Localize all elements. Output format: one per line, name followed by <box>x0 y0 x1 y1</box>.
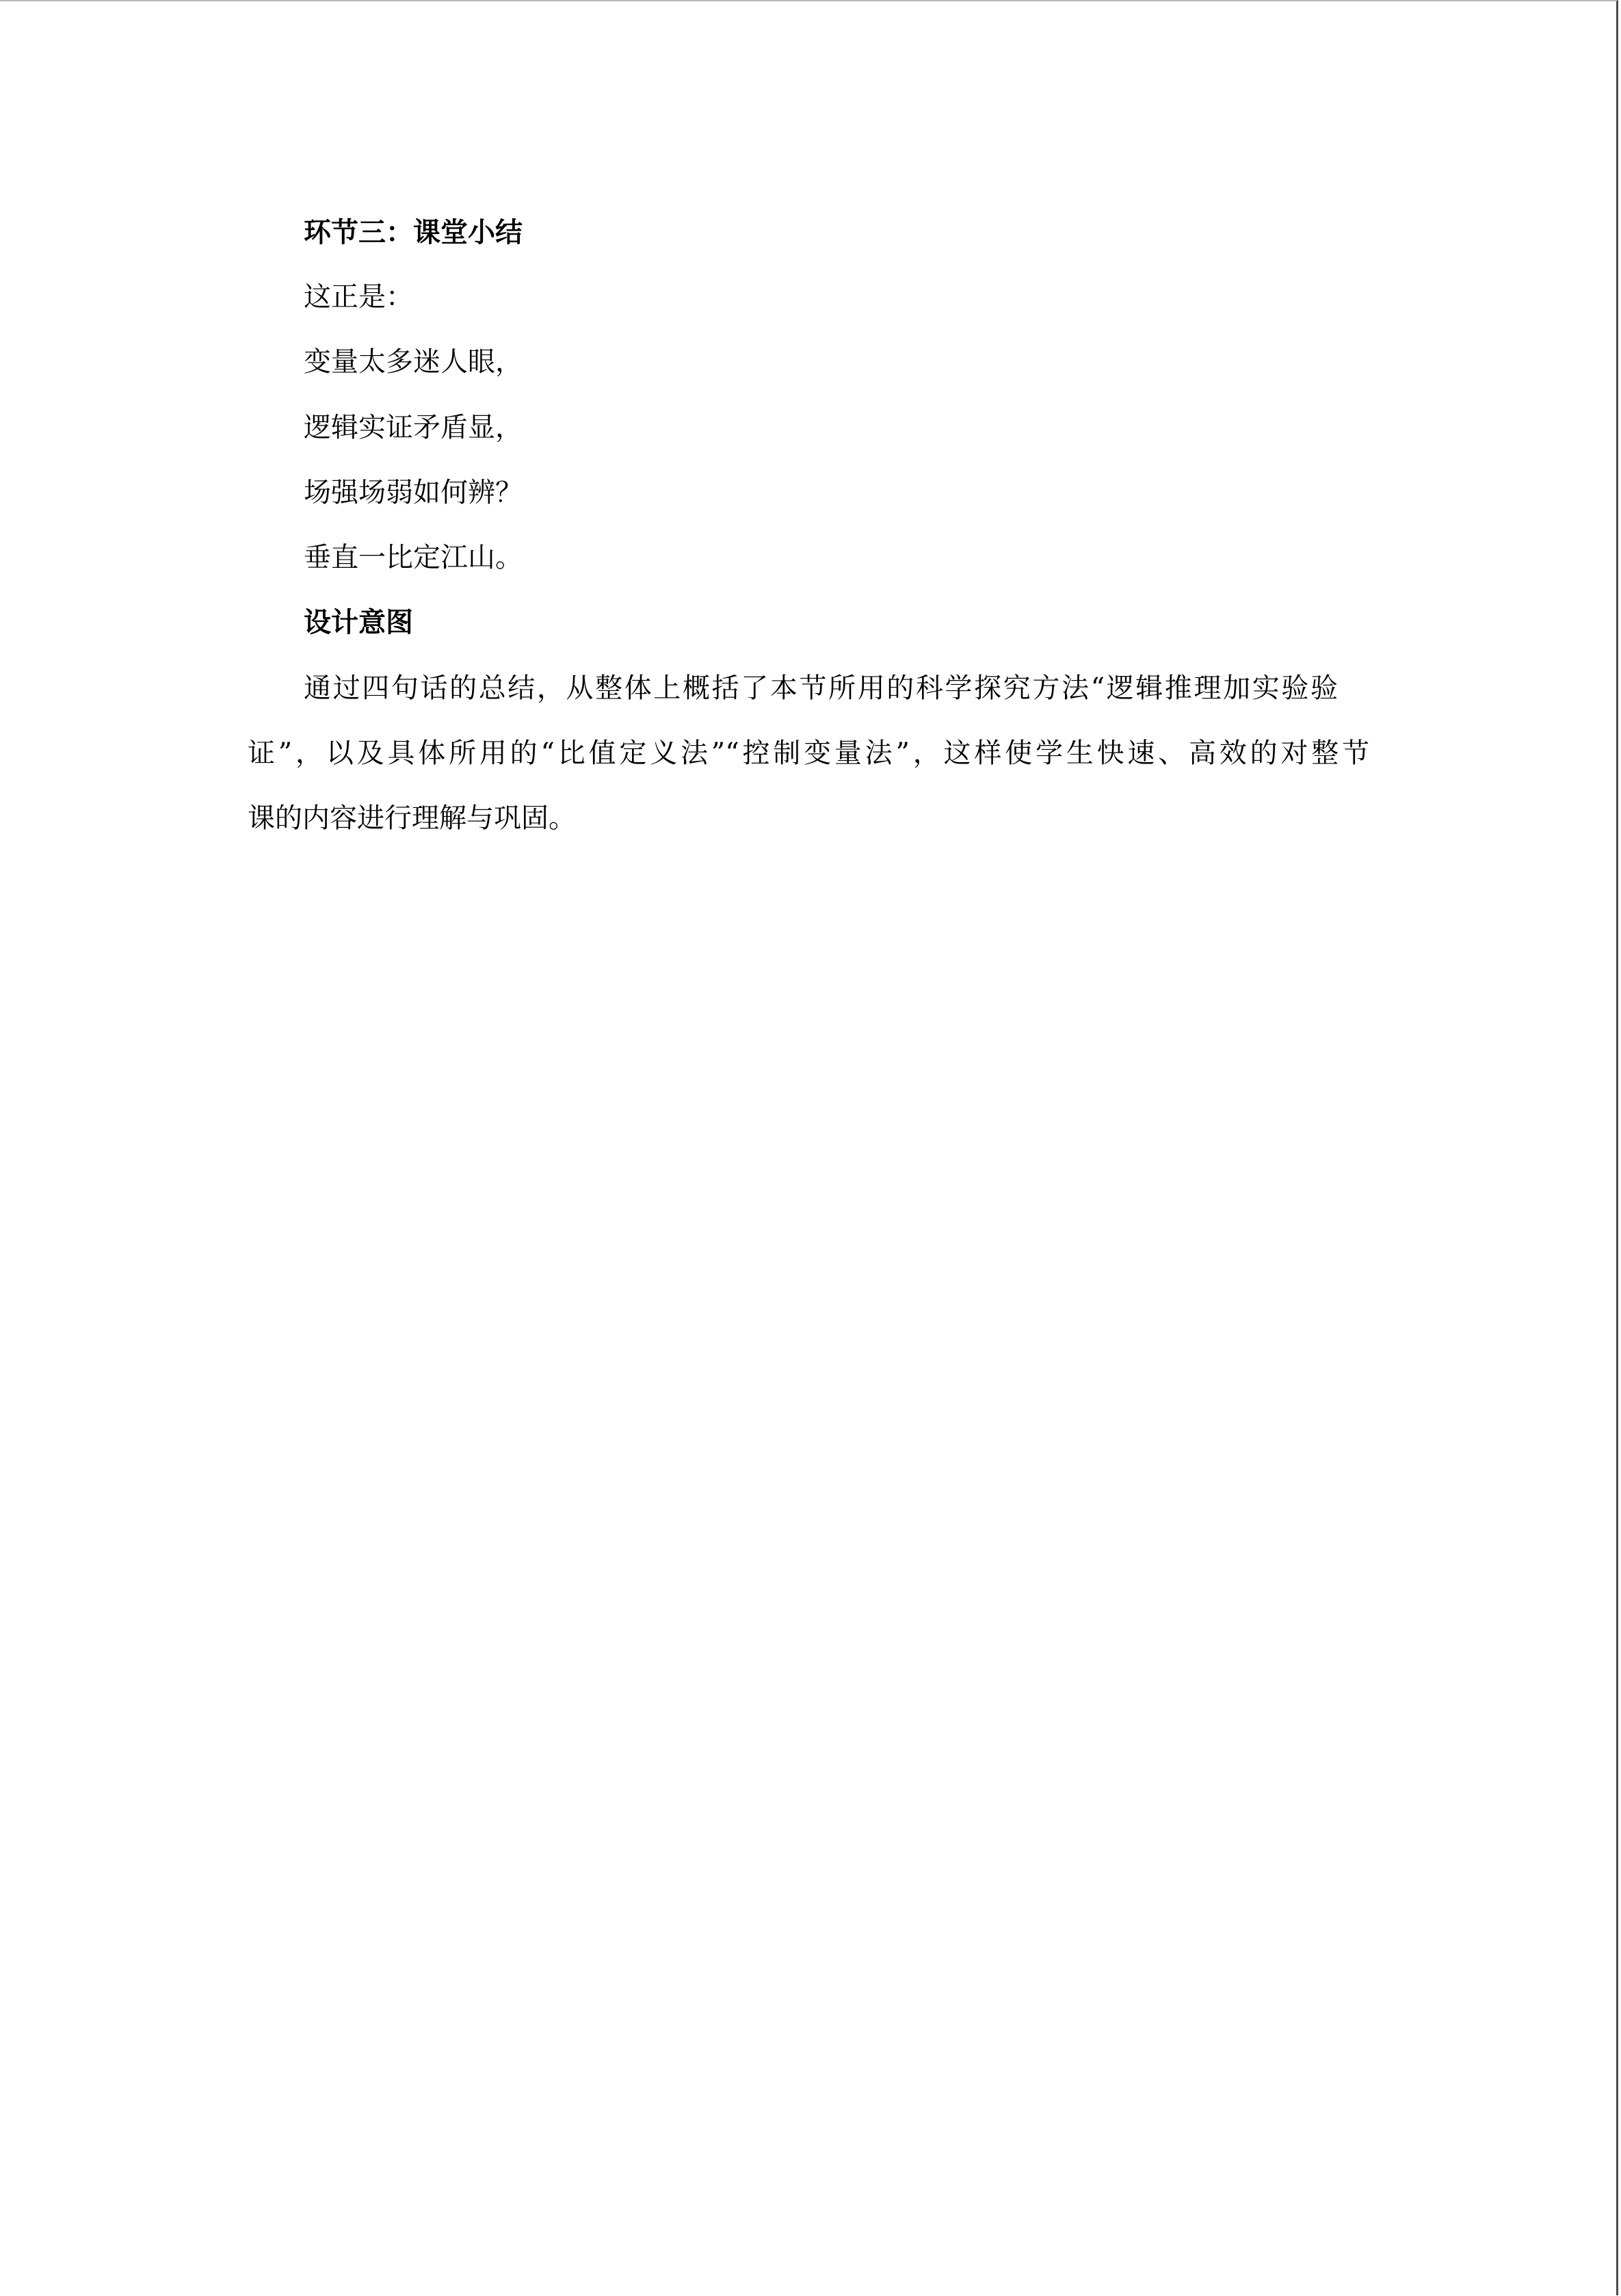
poem-line-3: 场强场弱如何辨？ <box>304 477 523 508</box>
poem-line-4: 垂直一比定江山。 <box>304 542 523 573</box>
section-heading: 环节三：课堂小结 <box>304 217 523 248</box>
poem-line-2: 逻辑实证矛盾显， <box>304 412 523 443</box>
design-intent-heading: 设计意图 <box>304 607 413 638</box>
design-paragraph-line-2: 证”，以及具体所用的“比值定义法”“控制变量法”，这样使学生快速、高效的对整节 <box>248 738 1369 769</box>
design-paragraph-line-1: 通过四句话的总结，从整体上概括了本节所用的科学探究方法“逻辑推理加实验验 <box>304 673 1338 704</box>
poem-line-1: 变量太多迷人眼， <box>304 346 523 378</box>
design-paragraph-line-3: 课的内容进行理解与巩固。 <box>248 803 576 834</box>
intro-line: 这正是： <box>304 281 413 313</box>
